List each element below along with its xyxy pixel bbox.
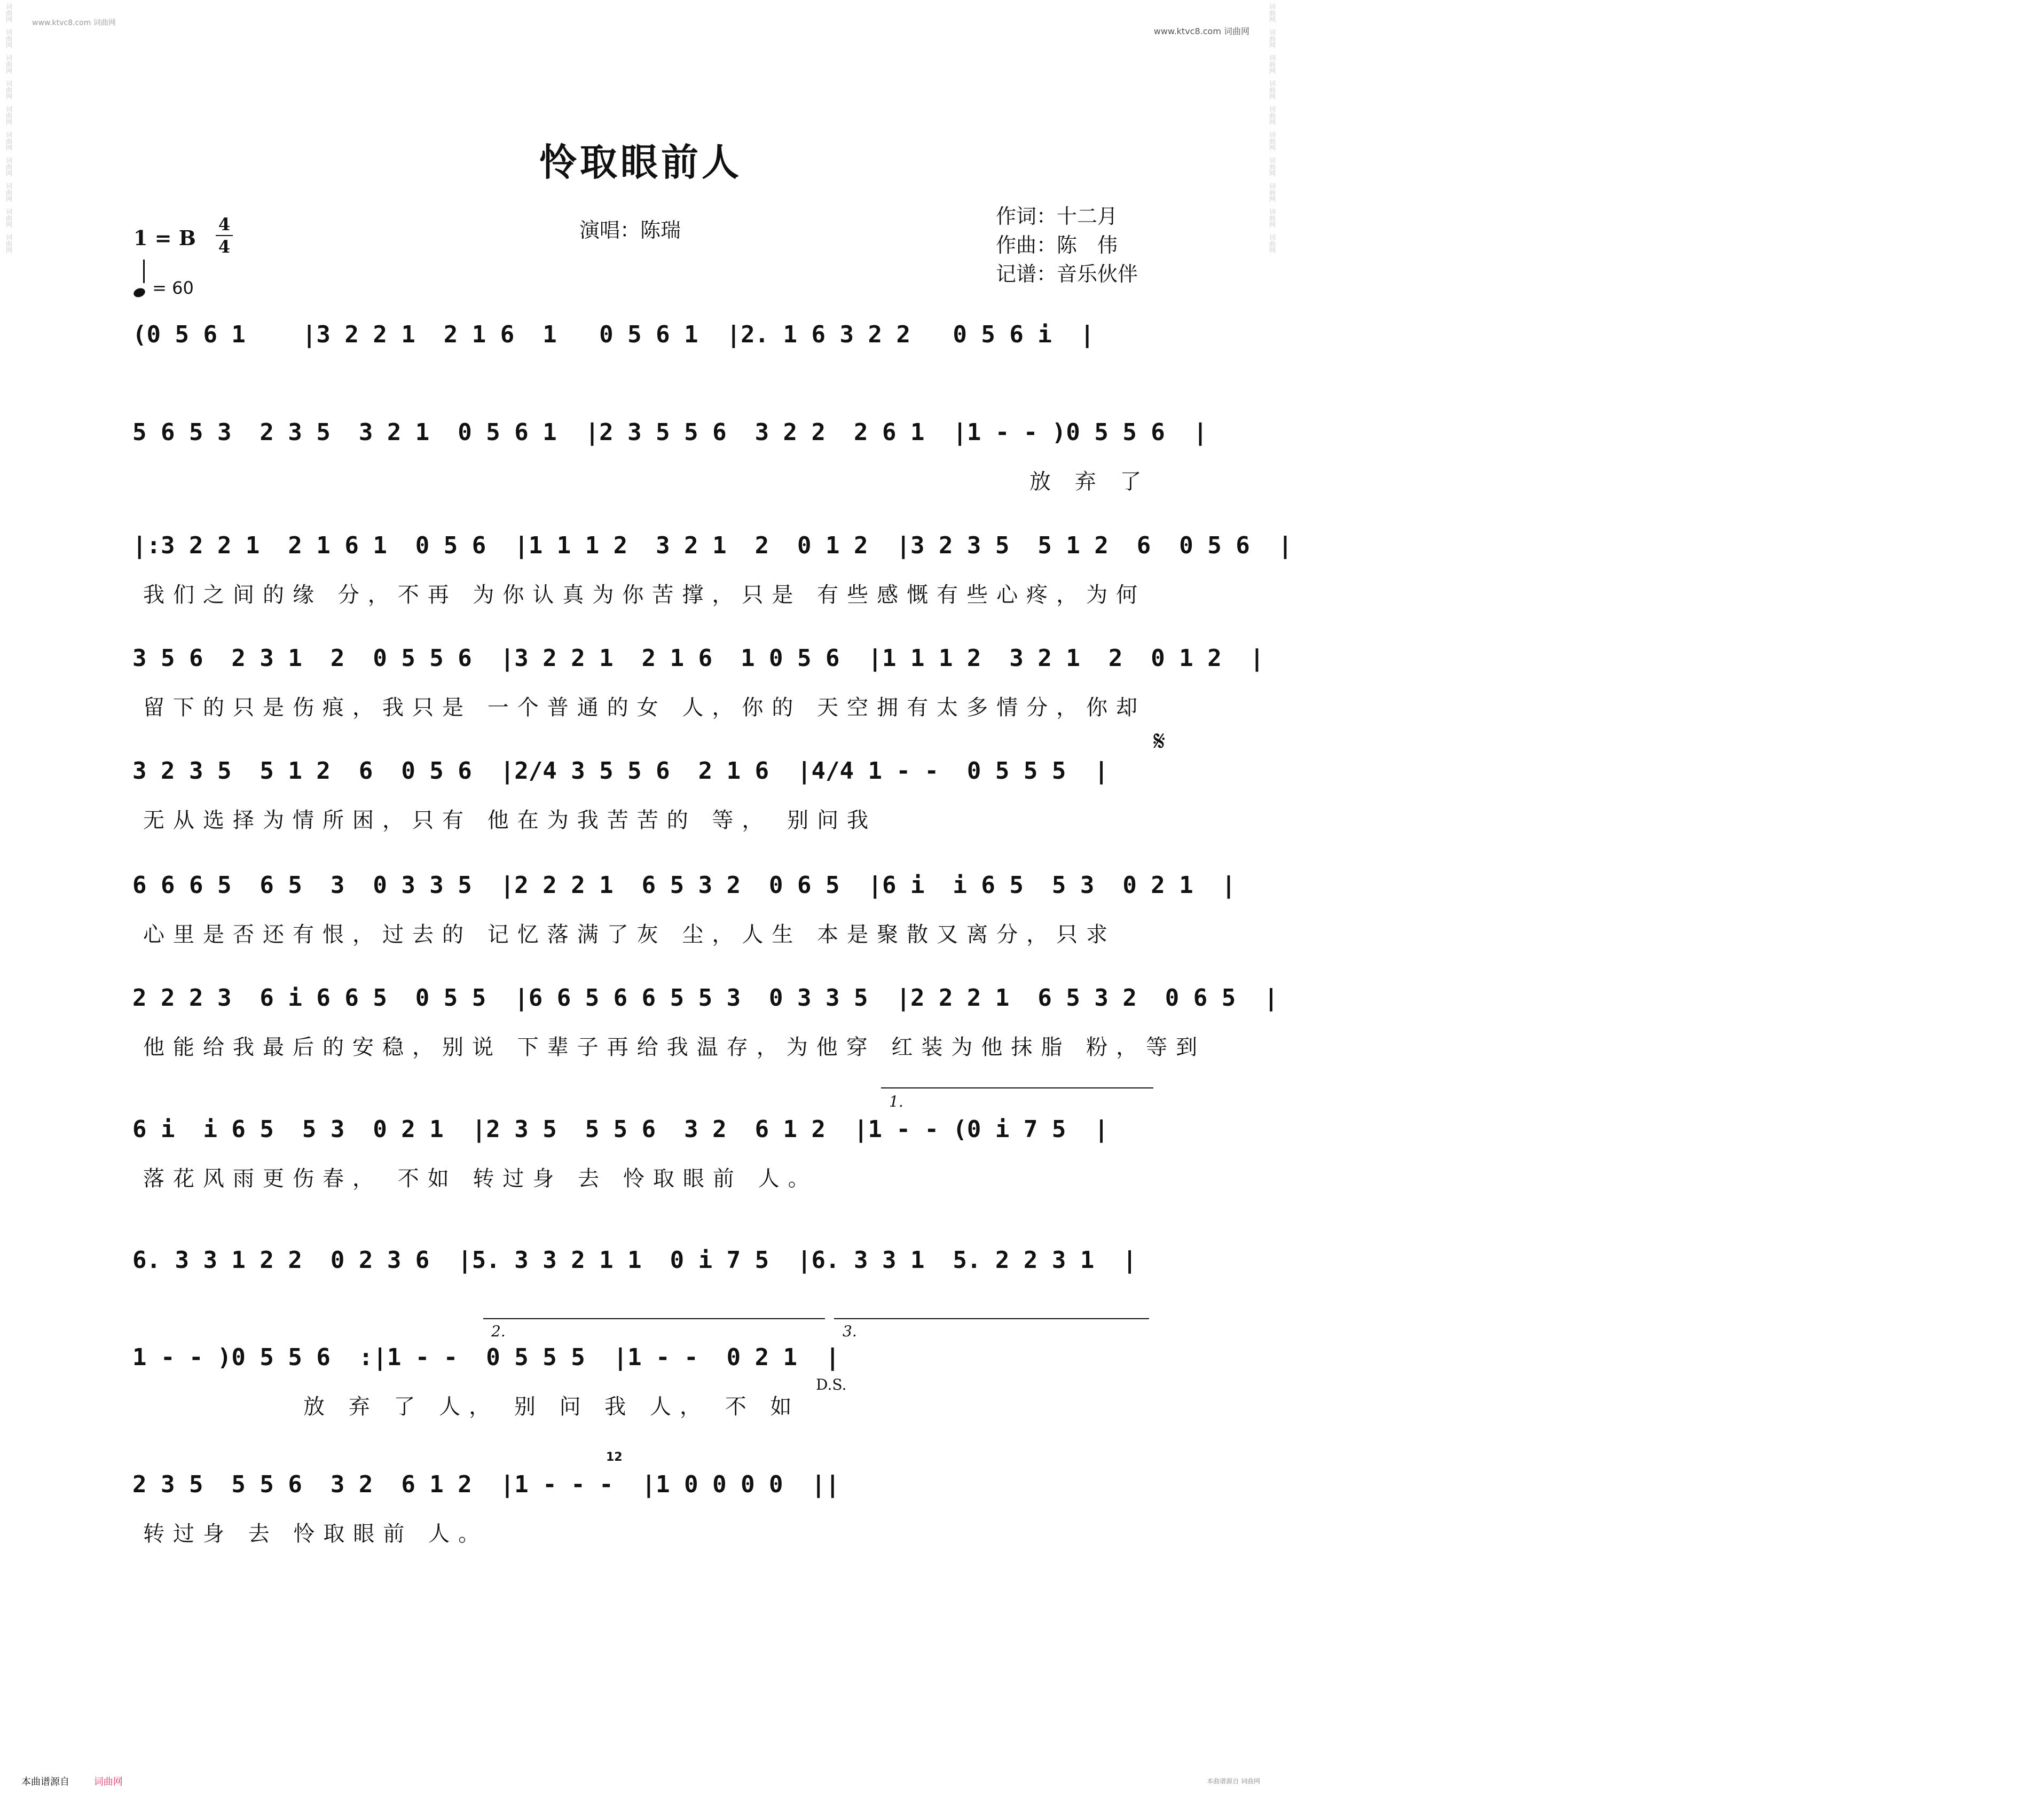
time-signature <box>214 215 235 256</box>
volta-1-marker: 1. <box>889 1093 903 1110</box>
time-divider <box>216 235 233 236</box>
notation-line: 2 2 2 3 6 i 6 6 5 0 5 5 |6 6 5 6 6 5 5 3 0 3 3 5 |2 2 2 1 6 5 3 2 0 6 5 | <box>132 984 1278 1012</box>
score-row <box>132 1336 1163 1443</box>
lyric-line: 我们之间的缘 分，不再 为你认真为你苦撑，只是 有些感慨有些心疼，为何 <box>143 583 1146 607</box>
quarter-note-icon <box>132 287 146 299</box>
watermark-text: 词曲网 <box>5 157 13 176</box>
volta-2-bracket <box>483 1318 825 1319</box>
watermark-text: 词曲网 <box>5 234 13 253</box>
song-title: 怜取眼前人 <box>539 140 742 184</box>
notation-line: (0 5 6 1 |3 2 2 1 2 1 6 1 0 5 6 1 |2. 1 6 3 2 2 0 5 6 i | <box>132 321 1095 348</box>
watermark-text: 词曲网 <box>1268 157 1276 176</box>
score-row <box>132 1108 1163 1215</box>
notation-line: 6 i i 6 5 5 3 0 2 1 |2 3 5 5 5 6 3 2 6 1 2 |1 - - (0 i 7 5 | <box>132 1116 1109 1143</box>
lyric-line: 放 弃 了 <box>1029 469 1150 494</box>
watermark-text: 词曲网 <box>5 208 13 228</box>
composer-credit: 作曲：陈 伟 <box>996 233 1118 257</box>
time-top: 4 <box>218 214 231 234</box>
notation-line: 2 3 5 5 5 6 3 2 6 1 2 |1 - - - |1 0 0 0 0 || <box>132 1471 840 1498</box>
watermark-text: 词曲网 <box>1268 3 1276 22</box>
footer-source <box>21 1774 123 1788</box>
notation-line: 6 6 6 5 6 5 3 0 3 3 5 |2 2 2 1 6 5 3 2 0 6 5 |6 i i 6 5 5 3 0 2 1 | <box>132 872 1236 899</box>
singer-credit: 演唱：陈瑞 <box>579 218 681 242</box>
notation-line: |:3 2 2 1 2 1 6 1 0 5 6 |1 1 1 2 3 2 1 2 0 1 2 |3 2 3 5 5 1 2 6 0 5 6 | <box>132 532 1293 559</box>
watermark-text: 词曲网 <box>1268 106 1276 125</box>
note-stem <box>143 260 145 283</box>
volta-2-marker: 2. <box>491 1322 506 1340</box>
ds-marker: D.S. <box>816 1376 847 1393</box>
fermata-beats: 12 <box>606 1451 623 1464</box>
footer-source-text: 本曲谱源自 <box>21 1776 69 1788</box>
key-signature: 1 = B <box>133 226 196 250</box>
volta-1-bracket <box>881 1087 1153 1088</box>
lyric-line: 转过身 去 怜取眼前 人。 <box>143 1522 489 1546</box>
notation-line: 5 6 5 3 2 3 5 3 2 1 0 5 6 1 |2 3 5 5 6 3 2 2 2 6 1 |1 - - )0 5 5 6 | <box>132 419 1208 446</box>
watermark-text: 词曲网 <box>5 131 13 151</box>
footer-right: 本曲谱源自 词曲网 <box>1207 1777 1260 1785</box>
watermark-text: 词曲网 <box>1268 131 1276 151</box>
volta-3-bracket <box>834 1318 1149 1319</box>
tempo-marking <box>133 270 194 298</box>
lyricist-credit: 作词：十二月 <box>996 205 1118 228</box>
score-row <box>132 1463 1163 1570</box>
watermark-text: 词曲网 <box>1268 208 1276 228</box>
notation-line: 3 2 3 5 5 1 2 6 0 5 6 |2/4 3 5 5 6 2 1 6 |4/4 1 - - 0 5 5 5 | <box>132 757 1109 785</box>
volta-3-marker: 3. <box>843 1322 857 1340</box>
lyric-line: 他能给我最后的安稳，别说 下辈子再给我温存，为他穿 红装为他抹脂 粉，等到 <box>143 1035 1206 1060</box>
lyric-line: 心里是否还有恨，过去的 记忆落满了灰 尘，人生 本是聚散又离分，只求 <box>143 922 1117 947</box>
lyric-line: 落花风雨更伤春， 不如 转过身 去 怜取眼前 人。 <box>143 1166 818 1191</box>
tempo-value: = 60 <box>152 278 194 298</box>
top-left-watermark: www.ktvc8.com 词曲网 <box>32 19 116 27</box>
watermark-text: 词曲网 <box>5 183 13 202</box>
score-row <box>132 411 1208 518</box>
right-watermark-strip <box>1263 0 1282 1794</box>
notation-line: 6. 3 3 1 2 2 0 2 3 6 |5. 3 3 2 1 1 0 i 7 5 |6. 3 3 1 5. 2 2 3 1 | <box>132 1247 1137 1274</box>
transcriber-credit: 记谱：音乐伙伴 <box>996 262 1138 286</box>
score-row <box>132 524 1293 631</box>
watermark-text: 词曲网 <box>5 106 13 125</box>
watermark-text: 词曲网 <box>1268 54 1276 74</box>
watermark-text: 词曲网 <box>5 54 13 74</box>
top-right-watermark: www.ktvc8.com 词曲网 <box>1153 26 1249 36</box>
notation-line: 1 - - )0 5 5 6 :|1 - - 0 5 5 5 |1 - - 0 2 1 | <box>132 1344 840 1371</box>
watermark-text: 词曲网 <box>1268 183 1276 202</box>
score-row <box>132 314 1163 420</box>
segno-icon: 𝄋 <box>1153 725 1166 757</box>
watermark-text: 词曲网 <box>1268 80 1276 99</box>
notation-line: 3 5 6 2 3 1 2 0 5 5 6 |3 2 2 1 2 1 6 1 0 5 6 |1 1 1 2 3 2 1 2 0 1 2 | <box>132 645 1264 672</box>
watermark-text: 词曲网 <box>5 29 13 48</box>
score-row <box>132 637 1264 744</box>
watermark-text: 词曲网 <box>1268 29 1276 48</box>
left-watermark-strip <box>0 0 18 1794</box>
lyric-line: 无从选择为情所困，只有 他在为我苦苦的 等， 别问我 <box>143 808 877 833</box>
score-row <box>132 1239 1163 1346</box>
lyric-line: 放 弃 了 人， 别 问 我 人， 不 如 <box>303 1395 800 1419</box>
credits-block <box>996 202 1138 288</box>
footer-brand: 词曲网 <box>93 1776 123 1788</box>
time-bottom: 4 <box>218 237 231 257</box>
score-row <box>132 864 1236 971</box>
score-row <box>132 750 1163 857</box>
watermark-text: 词曲网 <box>5 80 13 99</box>
watermark-text: 词曲网 <box>1268 234 1276 253</box>
lyric-line: 留下的只是伤痕，我只是 一个普通的女 人，你的 天空拥有太多情分，你却 <box>143 695 1146 720</box>
watermark-text: 词曲网 <box>5 3 13 22</box>
score-row <box>132 977 1278 1084</box>
